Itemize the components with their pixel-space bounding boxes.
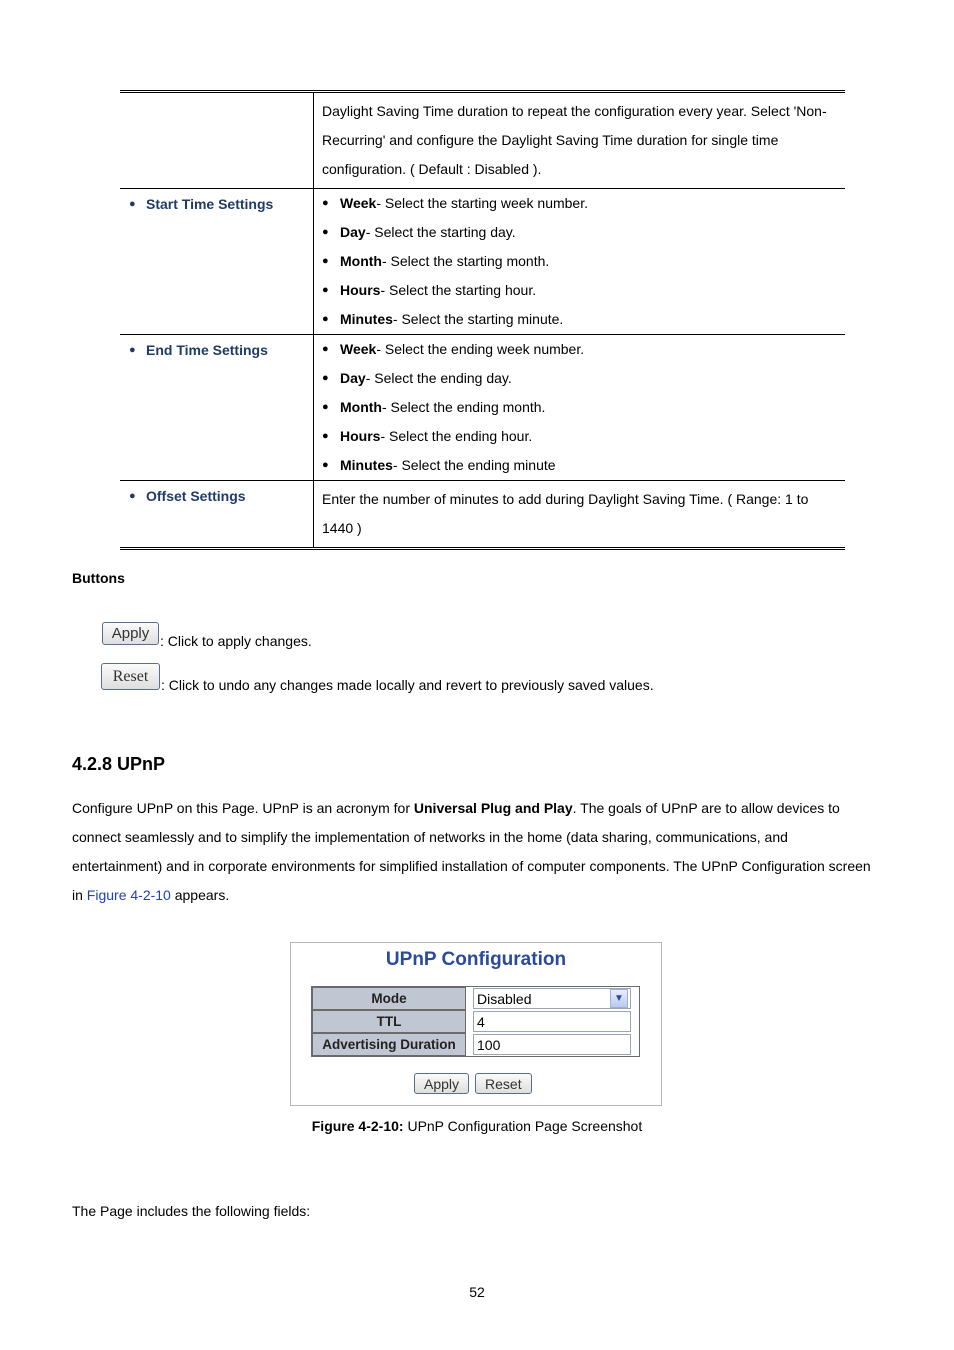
bullet-list — [322, 335, 837, 480]
table-row — [120, 335, 845, 481]
config-table — [311, 986, 640, 1057]
figure-caption: Figure 4-2-10: UPnP Configuration Page Screenshot — [311, 1118, 643, 1134]
reset-button[interactable]: Reset — [475, 1073, 532, 1094]
chevron-down-icon[interactable]: ▼ — [610, 989, 628, 1008]
object-cell — [120, 92, 314, 189]
object-cell — [120, 481, 314, 549]
mode-select[interactable]: Disabled ▼ — [473, 988, 631, 1009]
apply-description-row — [102, 622, 312, 649]
apply-button[interactable]: Apply — [414, 1073, 469, 1094]
bullet-icon: ● — [129, 344, 136, 356]
mode-label: Mode — [312, 987, 466, 1010]
description-cell — [314, 335, 846, 481]
table-row — [120, 189, 845, 335]
fields-intro: The Page includes the following fields: — [72, 1203, 311, 1219]
object-label: Start Time Settings — [146, 196, 274, 212]
object-cell — [120, 335, 314, 481]
ttl-label: TTL — [312, 1010, 466, 1033]
intro-paragraph: Configure UPnP on this Page. UPnP is an acronym for Universal Plug and Play. The goals of UPnP are to allow devices to connect seamlessly and to simplify the implementation of networks in the home (data sharing, communications, and entertainment) and in corporate environments for simplified installation of computer components. The UPnP Configuration screen in Figure 4-2-10 appears. — [72, 800, 871, 903]
page-number: 52 — [469, 1284, 485, 1300]
section-title: 4.2.8 UPnP — [72, 754, 166, 774]
parameter-table — [120, 90, 845, 550]
table-row — [120, 92, 845, 189]
table-row — [312, 1033, 639, 1056]
list-item: ● Minutes - Select the starting minute. — [322, 311, 564, 327]
list-item: ● Minutes - Select the ending minute — [322, 457, 556, 473]
reset-description-row — [101, 663, 654, 693]
list-item: ● Day - Select the starting day. — [322, 224, 516, 240]
bullet-list — [322, 189, 837, 334]
object-cell — [120, 189, 314, 335]
description-cell — [314, 189, 846, 335]
upnp-config-screenshot — [290, 942, 662, 1106]
list-item: ● Hours - Select the starting hour. — [322, 282, 537, 298]
figure-button-bar — [414, 1073, 532, 1094]
table-row — [120, 481, 845, 549]
figure-link[interactable]: Figure 4-2-10 — [86, 887, 171, 903]
list-item: ● Week - Select the starting week number. — [322, 195, 588, 211]
description-cell: Enter the number of minutes to add during Daylight Saving Time. ( Range: 1 to 1440 ) — [314, 481, 846, 549]
list-item: ● Week - Select the ending week number. — [322, 341, 585, 357]
object-label: End Time Settings — [146, 342, 268, 358]
table-row — [312, 987, 639, 1010]
description-cell: Daylight Saving Time duration to repeat the configuration every year. Select 'Non-Recurring' and configure the Daylight Saving Time duration for single time configuration. ( Default : Disabled ). — [322, 103, 827, 177]
list-item: ● Day - Select the ending day. — [322, 370, 512, 386]
apply-description: : Click to apply changes. — [160, 632, 312, 649]
bullet-icon: ● — [129, 490, 136, 502]
list-item: ● Month - Select the starting month. — [322, 253, 550, 269]
buttons-heading: Buttons — [72, 570, 125, 586]
config-title: UPnP Configuration — [385, 949, 567, 970]
table-row — [312, 1010, 639, 1033]
object-label: Offset Settings — [146, 488, 246, 504]
advertising-duration-label: Advertising Duration — [312, 1033, 466, 1056]
ttl-input[interactable]: 4 — [473, 1011, 631, 1032]
bullet-icon: ● — [129, 198, 136, 210]
list-item: ● Hours - Select the ending hour. — [322, 428, 533, 444]
advertising-duration-input[interactable]: 100 — [473, 1034, 631, 1055]
reset-button-image[interactable]: Reset — [101, 663, 160, 690]
apply-button-image[interactable]: Apply — [102, 622, 159, 645]
reset-description: : Click to undo any changes made locally and revert to previously saved values. — [161, 676, 654, 693]
list-item: ● Month - Select the ending month. — [322, 399, 546, 415]
